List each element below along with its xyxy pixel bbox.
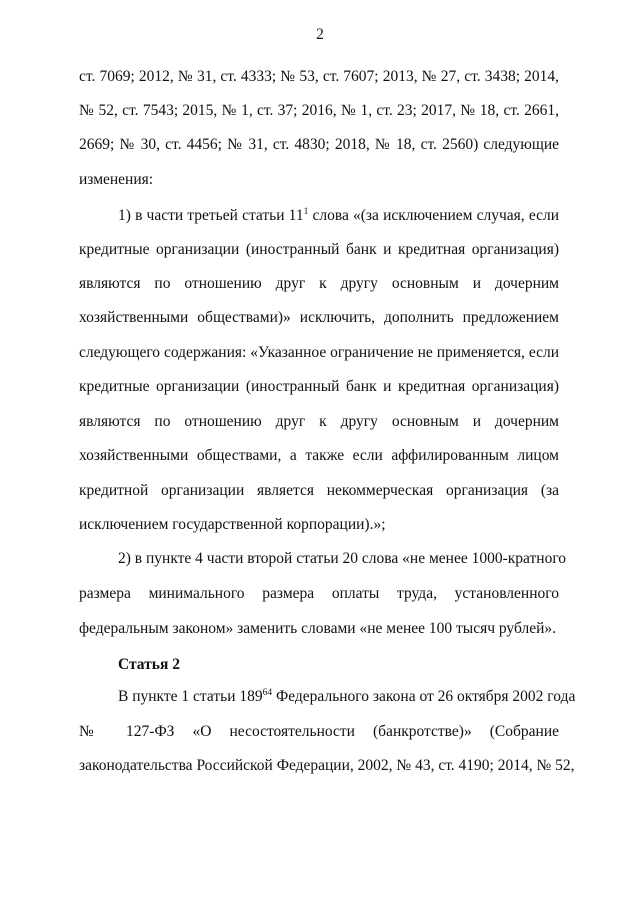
text-fragment: В пункте 1 статьи 189 — [118, 688, 263, 705]
text-line: № 127-ФЗ «О несостоятельности (банкротстве)» (Собрание — [79, 723, 559, 740]
text-fragment: слова «(за исключением случая, если — [308, 207, 559, 224]
paragraph-item-1-first-line — [118, 206, 559, 226]
article-2-first-line — [118, 687, 576, 707]
text-line: законодательства Российской Федерации, 2002, № 43, ст. 4190; 2014, № 52, — [79, 757, 575, 774]
text-line: кредитной организации является некоммерческая организация (за — [79, 482, 559, 499]
article-heading: Статья 2 — [118, 656, 180, 673]
text-fragment: 1) в части третьей статьи 11 — [118, 207, 304, 224]
paragraph-item-2-first-line: 2) в пункте 4 части второй статьи 20 слова «не менее 1000-кратного — [118, 550, 567, 567]
superscript: 1 — [303, 207, 309, 217]
text-line: федеральным законом» заменить словами «не менее 100 тысяч рублей». — [79, 620, 556, 637]
text-line: № 52, ст. 7543; 2015, № 1, ст. 37; 2016, № 1, ст. 23; 2017, № 18, ст. 2661, — [79, 102, 559, 119]
superscript: 64 — [262, 688, 273, 698]
text-line: хозяйственными обществами, а также если аффилированным лицом — [79, 447, 559, 464]
text-line: кредитные организации (иностранный банк и кредитная организация) — [79, 378, 559, 395]
text-line: хозяйственными обществами)» исключить, дополнить предложением — [79, 309, 559, 326]
text-line: 2669; № 30, ст. 4456; № 31, ст. 4830; 2018, № 18, ст. 2560) следующие — [79, 136, 559, 153]
text-line: кредитные организации (иностранный банк и кредитная организация) — [79, 241, 559, 258]
text-fragment: Федерального закона от 26 октября 2002 года — [272, 688, 576, 705]
text-line: размера минимального размера оплаты труда, установленного — [79, 585, 559, 602]
text-line: являются по отношению друг к другу основным и дочерним — [79, 275, 559, 292]
text-line: изменения: — [79, 171, 154, 188]
text-line: исключением государственной корпорации).»; — [79, 516, 386, 533]
text-line: следующего содержания: «Указанное ограничение не применяется, если — [79, 344, 559, 361]
page-number: 2 — [316, 26, 324, 43]
text-line: ст. 7069; 2012, № 31, ст. 4333; № 53, ст. 7607; 2013, № 27, ст. 3438; 2014, — [79, 68, 559, 85]
text-line: являются по отношению друг к другу основным и дочерним — [79, 413, 559, 430]
